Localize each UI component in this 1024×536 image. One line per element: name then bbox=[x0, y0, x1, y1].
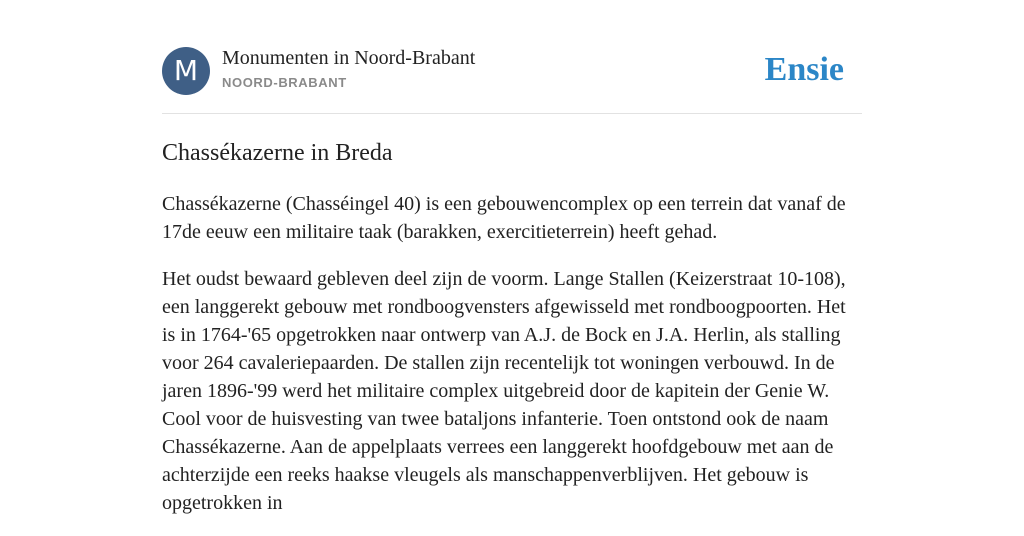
article-title: Chassékazerne in Breda bbox=[162, 140, 393, 166]
article-paragraph-2: Het oudst bewaard gebleven deel zijn de voorm. Lange Stallen (Keizerstraat 10-108), een langgerekt gebouw met rondboogvensters afgewisseld met rondboogpoorten. Het is in 1764-'65 opgetrokken naar ontwerp van A.J. de Bock en J.A. Herlin, als stalling voor 264 cavaleriepaarden. De stallen zijn recentelijk tot woningen verbouwd. In de jaren 1896-'99 werd het militaire complex uitgebreid door de kapitein der Genie W. Cool voor de huisvesting van twee bataljons infanterie. Toen ontstond ook de naam Chassékazerne. Aan de appelplaats verrees een langgerekt hoofdgebouw met aan de achterzijde een reeks haakse vleugels als manschappenverblijven. Het gebouw is opgetrokken in bbox=[162, 268, 846, 514]
article-body bbox=[162, 190, 858, 536]
collection-avatar[interactable]: M bbox=[162, 47, 210, 95]
collection-title-link[interactable]: Monumenten in Noord-Brabant bbox=[222, 47, 476, 69]
article-paragraph-1: Chassékazerne (Chasséingel 40) is een gebouwencomplex op een terrein dat vanaf de 17de eeuw een militaire taak (barakken, exercitieterrein) heeft gehad. bbox=[162, 193, 846, 243]
collection-header bbox=[162, 46, 862, 96]
ensie-logo[interactable]: Ensie bbox=[764, 51, 844, 88]
header-divider bbox=[162, 113, 862, 114]
collection-region-label[interactable]: NOORD-BRABANT bbox=[222, 75, 347, 90]
